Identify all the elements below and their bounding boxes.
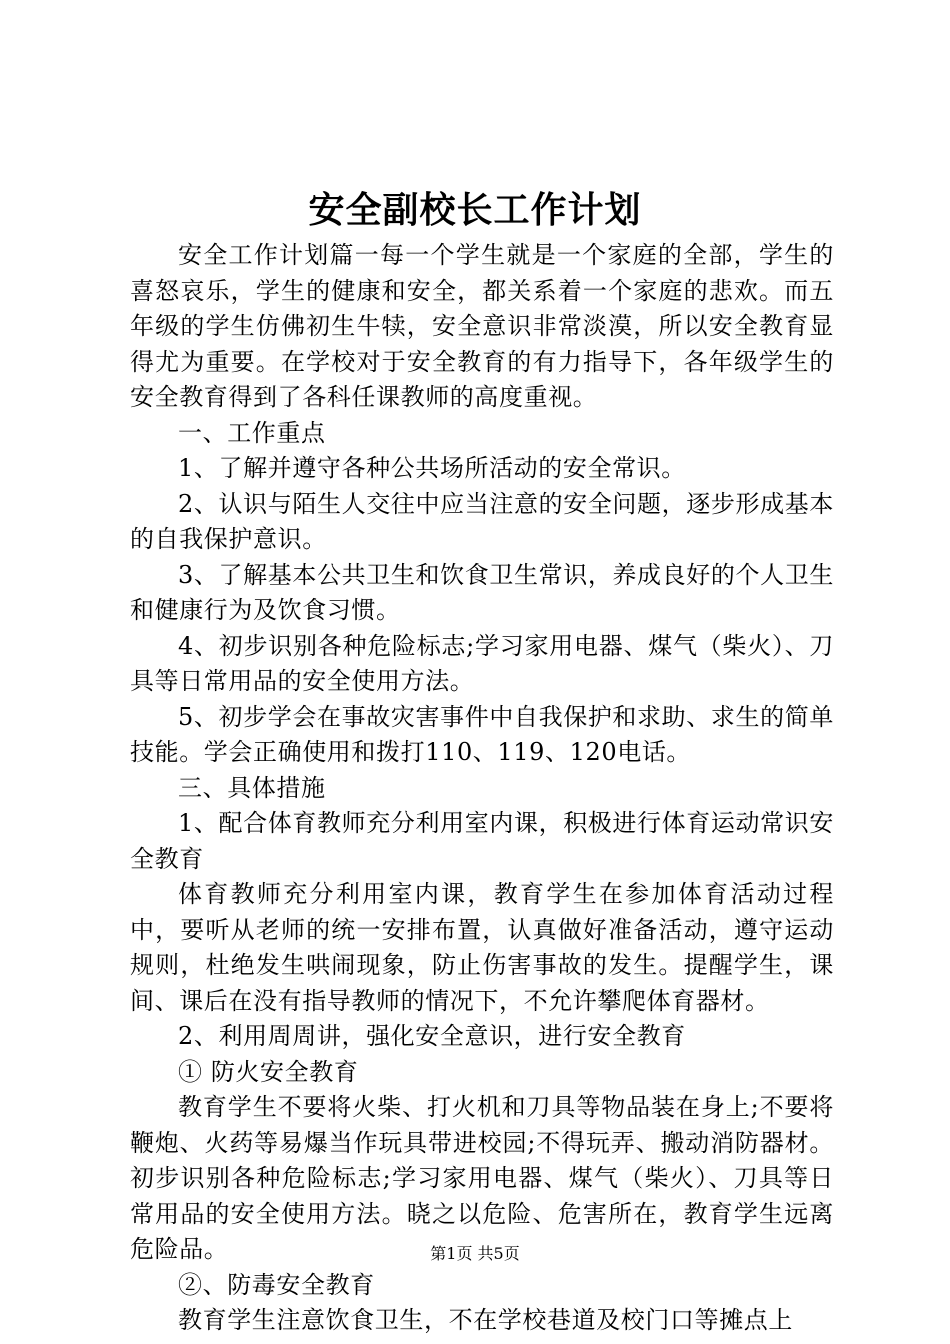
- list-item: 2、认识与陌生人交往中应当注意的安全问题，逐步形成基本的自我保护意识。: [130, 489, 834, 553]
- subsection-heading: ②、防毒安全教育: [178, 1270, 375, 1299]
- document-body: [130, 238, 834, 1339]
- section-heading: 一、工作重点: [178, 418, 326, 447]
- list-item: 1、了解并遵守各种公共场所活动的安全常识。: [178, 454, 686, 482]
- paragraph: 安全工作计划篇一每一个学生就是一个家庭的全部，学生的喜怒哀乐，学生的健康和安全，都关系着一个家庭的悲欢。而五年级的学生仿佛初生牛犊，安全意识非常淡漠，所以安全教育显得尤为重要。在学校对于安全教育的有力指导下，各年级学生的安全教育得到了各科任课教师的高度重视。: [130, 241, 834, 411]
- list-item: 4、初步识别各种危险标志;学习家用电器、煤气（柴火）、刀具等日常用品的安全使用方法。: [130, 631, 834, 695]
- page-footer: 第1页 共5页: [430, 1244, 520, 1263]
- paragraph: 体育教师充分利用室内课，教育学生在参加体育活动过程中，要听从老师的统一安排布置，认真做好准备活动，遵守运动规则，杜绝发生哄闹现象，防止伤害事故的发生。提醒学生，课间、课后在没有指导教师的情况下，不允许攀爬体育器材。: [130, 880, 834, 1015]
- paragraph: 教育学生注意饮食卫生，不在学校巷道及校门口等摊点上: [178, 1306, 793, 1334]
- list-item: 5、初步学会在事故灾害事件中自我保护和求助、求生的简单技能。学会正确使用和拨打110、119、120电话。: [130, 702, 834, 766]
- list-item: 2、利用周周讲，强化安全意识，进行安全教育: [178, 1022, 686, 1050]
- section-heading: 三、具体措施: [178, 773, 326, 802]
- subsection-heading: ① 防火安全教育: [178, 1057, 359, 1086]
- paragraph: 教育学生不要将火柴、打火机和刀具等物品装在身上;不要将鞭炮、火药等易爆当作玩具带进校园;不得玩弄、搬动消防器材。初步识别各种危险标志;学习家用电器、煤气（柴火）、刀具等日常用品的安全使用方法。晓之以危险、危害所在，教育学生远离危险品。: [130, 1093, 834, 1263]
- document-title: 安全副校长工作计划: [308, 189, 642, 231]
- list-item: 3、了解基本公共卫生和饮食卫生常识，养成良好的个人卫生和健康行为及饮食习惯。: [130, 560, 834, 624]
- list-item: 1、配合体育教师充分利用室内课，积极进行体育运动常识安全教育: [130, 809, 834, 873]
